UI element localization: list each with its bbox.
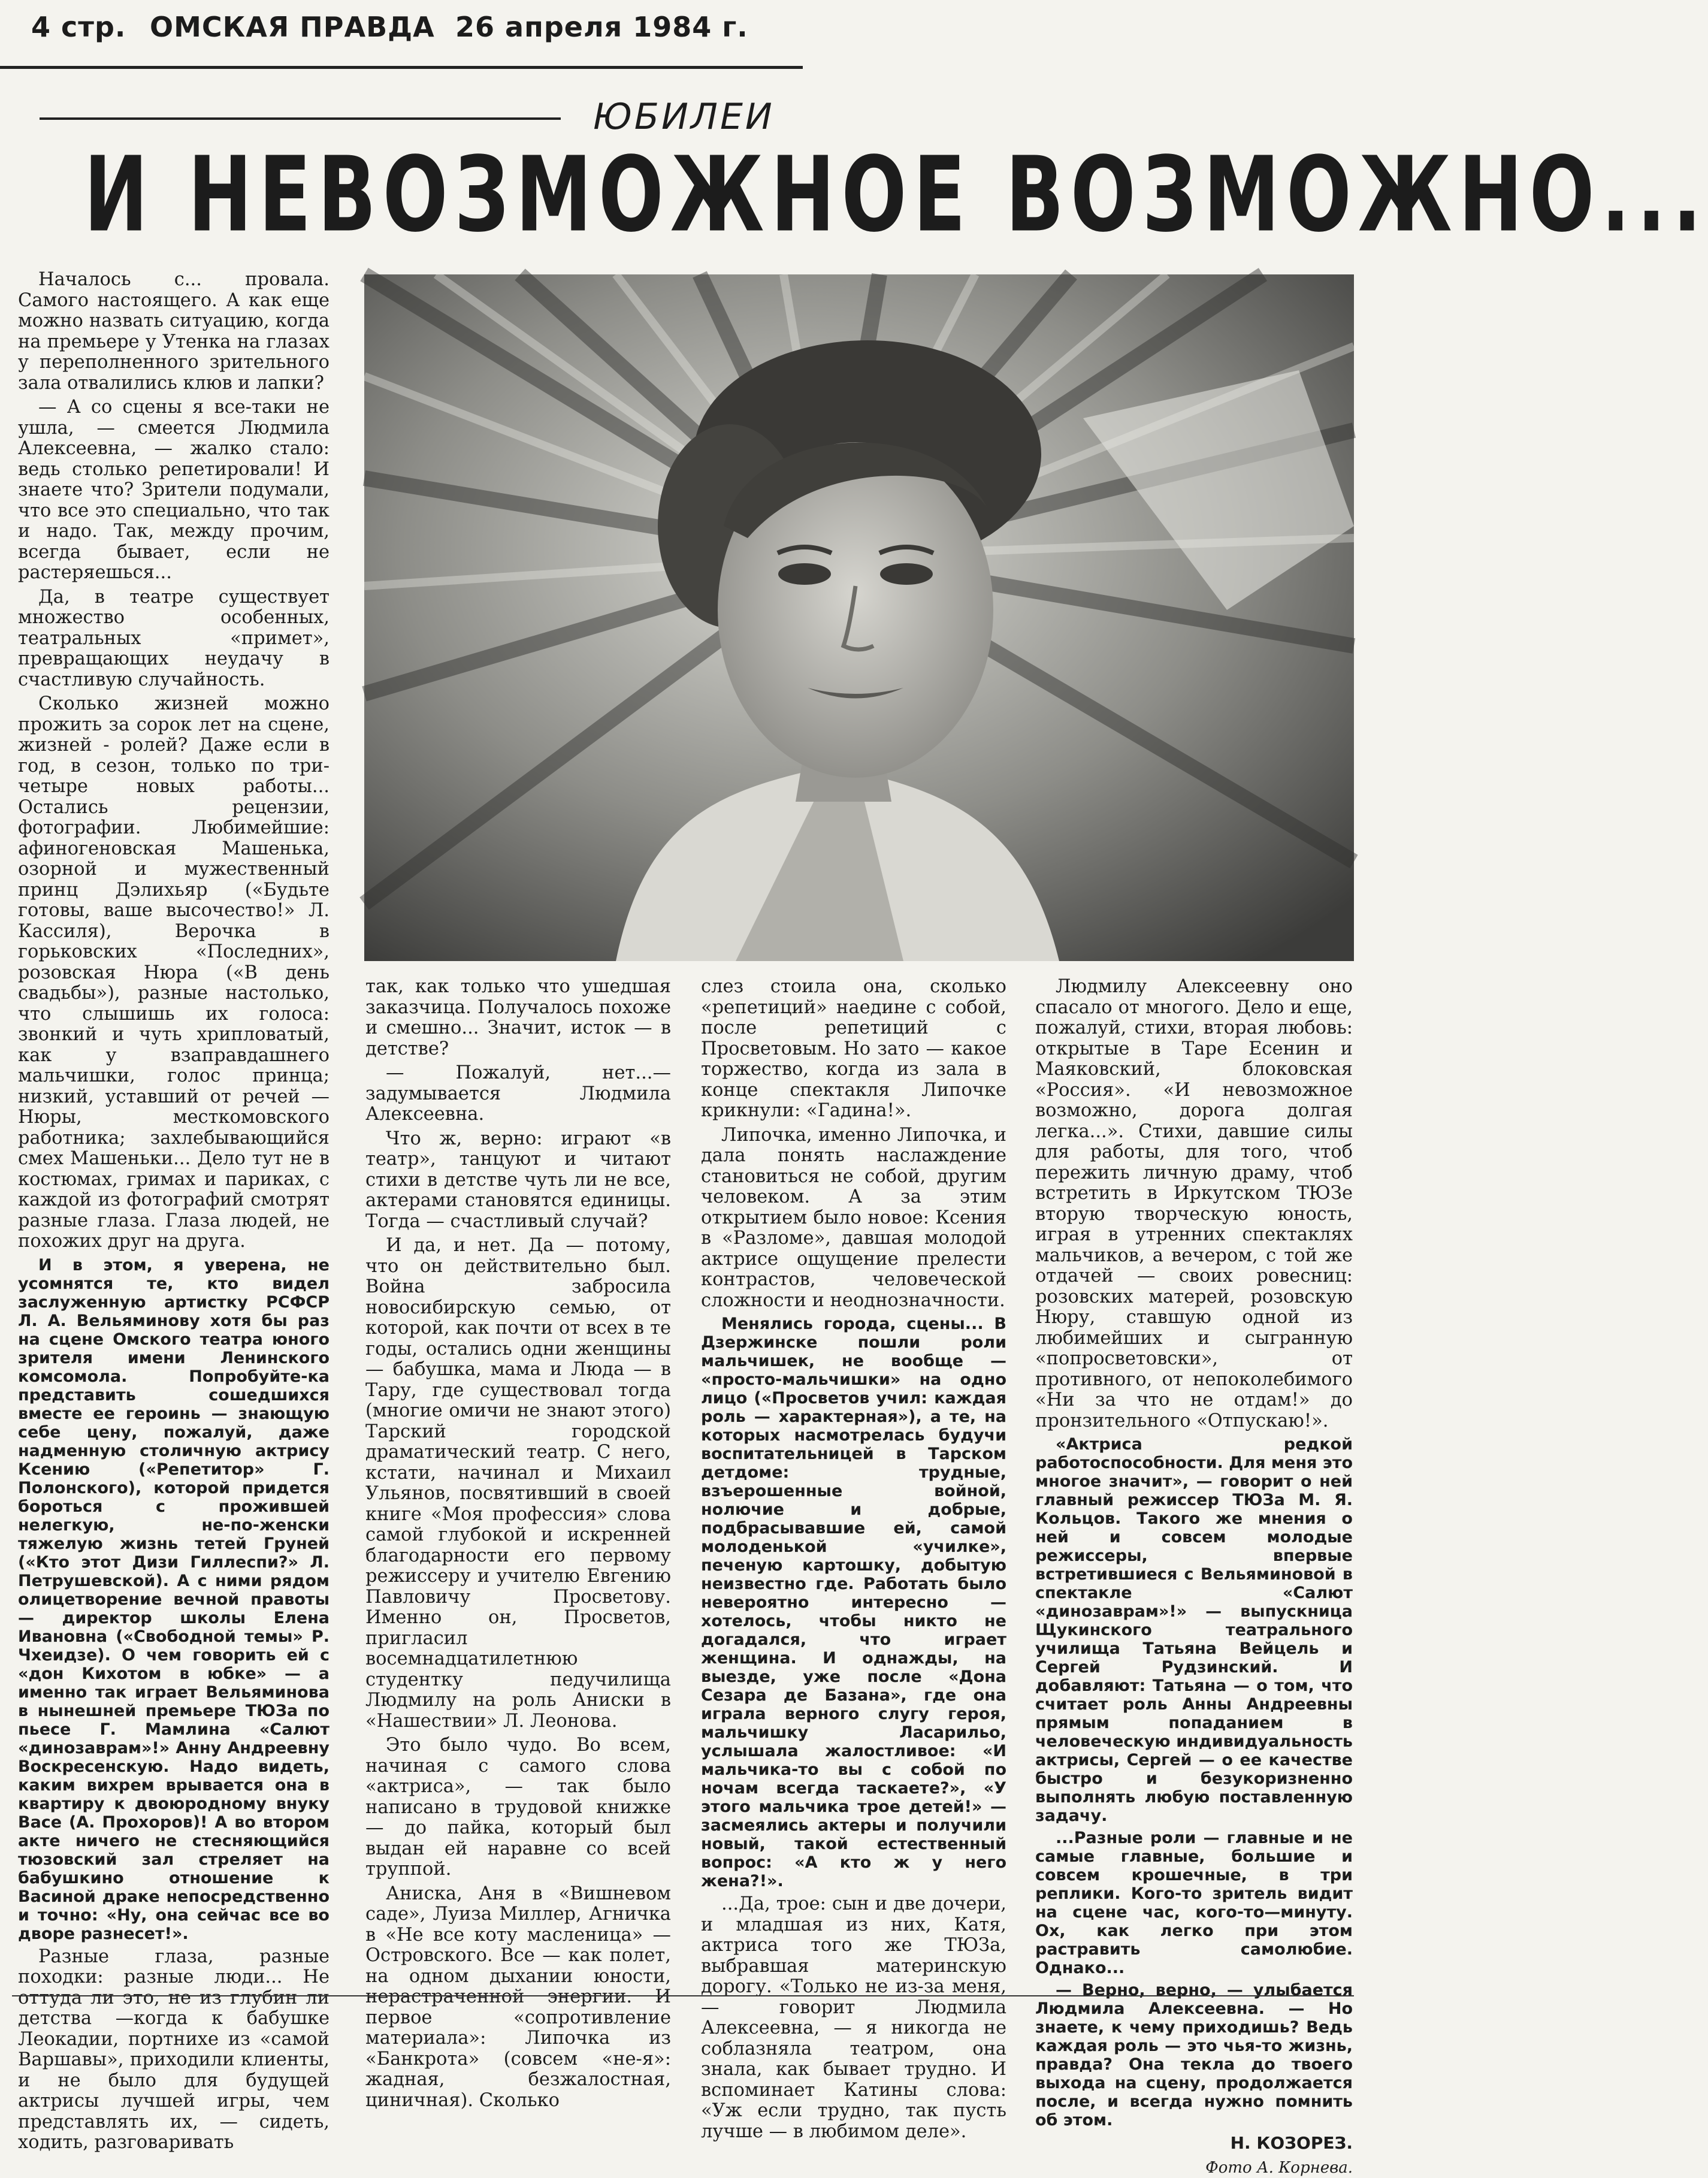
article-column-2 bbox=[365, 977, 671, 1989]
paragraph: Началось с... провала. Самого настоящего. А как еще можно назвать ситуацию, когда на премьере у Утенка на глазах у переполненного зрительного зала отвалились клюв и лапки? bbox=[18, 270, 329, 394]
paragraph: Это было чудо. Во всем, начиная с самого слова «актриса», — так было написано в трудовой книжке — до пайка, который был выдан ей наравне со всей труппой. bbox=[365, 1735, 671, 1880]
newspaper-name: ОМСКАЯ ПРАВДА bbox=[150, 11, 435, 43]
section-rule bbox=[40, 117, 561, 120]
paragraph: — Верно, верно, — улыбается Людмила Алексеевна. — Но знаете, к чему приходишь? Ведь каждая роль — это чья-то жизнь, правда? Она текла до твоего выхода на сцену, продолжается после, и всегда нужно помнить об этом. bbox=[1035, 1981, 1353, 2129]
paragraph: И да, и нет. Да — потому, что он действительно был. Война забросила новосибирскую семью, от которой, как почти от всех в те годы, остались одни женщины — бабушка, мама и Люда — в Тару, где существовал тогда (многие омичи не знают этого) Тарский городской драматический театр. С него, кстати, начинал и Михаил Ульянов, посвятивший в своей книге «Моя профессия» слова самой глубокой и искренней благодарности его первому режиссеру и учителю Евгению Павловичу Просветову. Именно он, Просветов, пригласил восемнадцатилетнюю студентку педучилища Людмилу на роль Аниски в «Нашествии» Л. Леонова. bbox=[365, 1235, 671, 1732]
article-column-1 bbox=[18, 270, 329, 1989]
issue-date: 26 апреля 1984 г. bbox=[455, 11, 748, 43]
paragraph: Да, в театре существует множество особенных, театральных «примет», превращающих неудачу в счастливую случайность. bbox=[18, 587, 329, 691]
page-number: 4 стр. bbox=[31, 11, 126, 43]
paragraph: слез стоила она, сколько «репетиций» наедине с собой, после репетиций с Просветовым. Но зато — какое торжество, когда из зала в конце спектакля Липочке крикнули: «Гадина!». bbox=[701, 977, 1006, 1122]
paragraph: «Актриса редкой работоспособности. Для меня это многое значит», — говорит о ней главный режиссер ТЮЗа М. Я. Кольцов. Такого же мнения о ней и совсем молодые режиссеры, впервые встретившиеся с Вельяминовой в спектакле «Салют «динозаврам»!» — выпускница Щукинского театрального училища Татьяна Вейцель и Сергей Рудзинский. И добавляют: Татьяна — о том, что считает роль Анны Андреевны прямым попаданием в человеческую индивидуальность актрисы, Сергей — о ее качестве быстро и безукоризненно выполнять любую поставленную задачу. bbox=[1035, 1435, 1353, 1825]
portrait-photo bbox=[364, 274, 1354, 961]
paragraph: — Пожалуй, нет...—задумывается Людмила Алексеевна. bbox=[365, 1063, 671, 1125]
paragraph: так, как только что ушедшая заказчица. Получалось похоже и смешно... Значит, исток — в детстве? bbox=[365, 977, 671, 1059]
paragraph: ...Разные роли — главные и не самые главные, большие и совсем крошечные, в три реплики. Кого-то зритель видит на сцене час, кого-то—минуту. Ох, как легко при этом растравить самолюбие. Однако... bbox=[1035, 1829, 1353, 1977]
bottom-rule bbox=[12, 1995, 1354, 1996]
article-column-4 bbox=[1035, 977, 1353, 1989]
paragraph: Людмилу Алексеевну оно спасало от многого. Дело и еще, пожалуй, стихи, вторая любовь: открытые в Таре Есенин и Маяковский, блоковская «Россия». «И невозможное возможно, дорога долгая легка...». Стихи, давшие силы для работы, для того, чтоб пережить личную драму, чтоб встретить в Иркутском ТЮЗе вторую творческую юность, играя в утренних спектаклях мальчиков, а вечером, с той же отдачей — своих ровесниц: розовских матерей, розовскую Нюру, ставшую одной из любимейших и сыгранную «попросветовски», от противного, от непоколебимого «Ни за что не отдам!» до пронзительного «Отпускаю!». bbox=[1035, 977, 1353, 1431]
paragraph: Липочка, именно Липочка, и дала понять наслаждение становиться не собой, другим человеком. А за этим открытием было новое: Ксения в «Разломе», давшая молодой актрисе ощущение прелести контрастов, человеческой сложности и неоднозначности. bbox=[701, 1125, 1006, 1312]
paragraph: Что ж, верно: играют «в театр», танцуют и читают стихи в детстве чуть ли не все, актерами становятся единицы. Тогда — счастливый случай? bbox=[365, 1129, 671, 1233]
paragraph: ...Да, трое: сын и две дочери, и младшая из них, Катя, актриса того же ТЮЗа, выбравшая материнскую дорогу. «Только не из-за меня, — говорит Людмила Алексеевна, — я никогда не соблазняла театром, она знала, как бывает трудно. И вспоминает Катины слова: «Уж если трудно, так пусть лучше — в любимом деле». bbox=[701, 1894, 1006, 2142]
paragraph: И в этом, я уверена, не усомнятся те, кто видел заслуженную артистку РСФСР Л. А. Вельяминову хотя бы раз на сцене Омского театра юного зрителя имени Ленинского комсомола. Попробуйте-ка представить сошедшихся вместе ее героинь — знающую себе цену, пожалуй, даже надменную столичную актрису Ксению («Репетитор» Г. Полонского), которой придется бороться с прожившей нелегкую, не-по-женски тяжелую жизнь тетей Груней («Кто этот Дизи Гиллеспи?» Л. Петрушевской). А с ними рядом олицетворение вечной правоты — директор школы Елена Ивановна («Свободной темы» Р. Чхеидзе). О чем говорить ей с «дон Кихотом в юбке» — а именно так играет Вельяминова в нынешней премьере ТЮЗа по пьесе Г. Мамлина «Салют «динозаврам»!» Анну Андреевну Воскресенскую. Надо видеть, каким вихрем врывается она в квартиру к двоюродному внуку Васе (А. Прохоров)! А во втором акте ничего не стесняющийся тюзовский зал стреляет на бабушкино отношение к Васиной драке непосредственно и точно: «Ну, она сейчас все во дворе разнесет!». bbox=[18, 1256, 329, 1943]
article-column-3 bbox=[701, 977, 1006, 1989]
paragraph: Сколько жизней можно прожить за сорок лет на сцене, жизней - ролей? Даже если в год, в сезон, только по три-четыре новых работы... Остались рецензии, фотографии. Любимейшие: афиногеновская Машенька, озорной и мужественный принц Дэлихьяр («Будьте готовы, ваше высочество!» Л. Кассиля), Верочка в горьковских «Последних», розовская Нюра («В день свадьбы»), разные настолько, что слышишь их голоса: звонкий и чуть хрипловатый, как у взаправдашнего мальчишки, голос принца; низкий, уставший от речей — Нюры, месткомовского работника; захлебывающийся смех Машеньки... Дело тут не в костюмах, гримах и париках, с каждой из фотографий смотрят разные глаза. Глаза людей, не похожих друг на друга. bbox=[18, 694, 329, 1252]
headline: И НЕВОЗМОЖНОЕ ВОЗМОЖНО... bbox=[84, 144, 1276, 247]
photo-credit: Фото А. Корнева. bbox=[1035, 2158, 1353, 2178]
section-label: ЮБИЛЕИ bbox=[593, 96, 775, 138]
paragraph: Разные глаза, разные походки: разные люди... Не оттуда ли это, не из глубин ли детства —когда к бабушке Леокадии, портнихе из «самой Варшавы», приходили клиенты, и не было для будущей актрисы лучшей игры, чем представлять их, — сидеть, ходить, разговаривать bbox=[18, 1947, 329, 2153]
page-header bbox=[0, 0, 803, 69]
paragraph: — А со сцены я все-таки не ушла, — смеется Людмила Алексеевна, — жалко стало: ведь столько репетировали! И знаете что? Зрители подумали, что все это специально, что так и надо. Так, между прочим, всегда бывает, если не растеряешься... bbox=[18, 397, 329, 584]
paragraph: Менялись города, сцены... В Дзержинске пошли роли мальчишек, не вообще — «просто-мальчишки» на одно лицо («Просветов учил: каждая роль — характерная»), а те, на которых насмотрелась будучи воспитательницей в Тарском детдоме: трудные, взъерошенные войной, нолючие и добрые, подбрасывавшие ей, самой молоденькой «училке», печеную картошку, добытую неизвестно где. Работать было невероятно интересно — хотелось, чтобы никто не догадался, что играет женщина. И однажды, на выезде, уже после «Дона Сезара де Базана», где она играла верного слугу героя, мальчишку Ласарильо, услышала жалостливое: «И мальчика-то вы с собой по ночам всегда таскаете?», «У этого мальчика трое детей!» — засмеялись актеры и получили новый, такой естественный вопрос: «А кто ж у него жена?!». bbox=[701, 1315, 1006, 1890]
author-signature: Н. КОЗОРЕЗ. bbox=[1035, 2133, 1353, 2154]
paragraph: Аниска, Аня в «Вишневом саде», Луиза Миллер, Агничка в «Не все коту масленица» — Островского. Все — как полет, на одном дыхании юности, нерастраченной энергии. И первое «сопротивление материала»: Липочка из «Банкрота» (совсем «не-я»: жадная, безжалостная, циничная). Сколько bbox=[365, 1884, 671, 2111]
